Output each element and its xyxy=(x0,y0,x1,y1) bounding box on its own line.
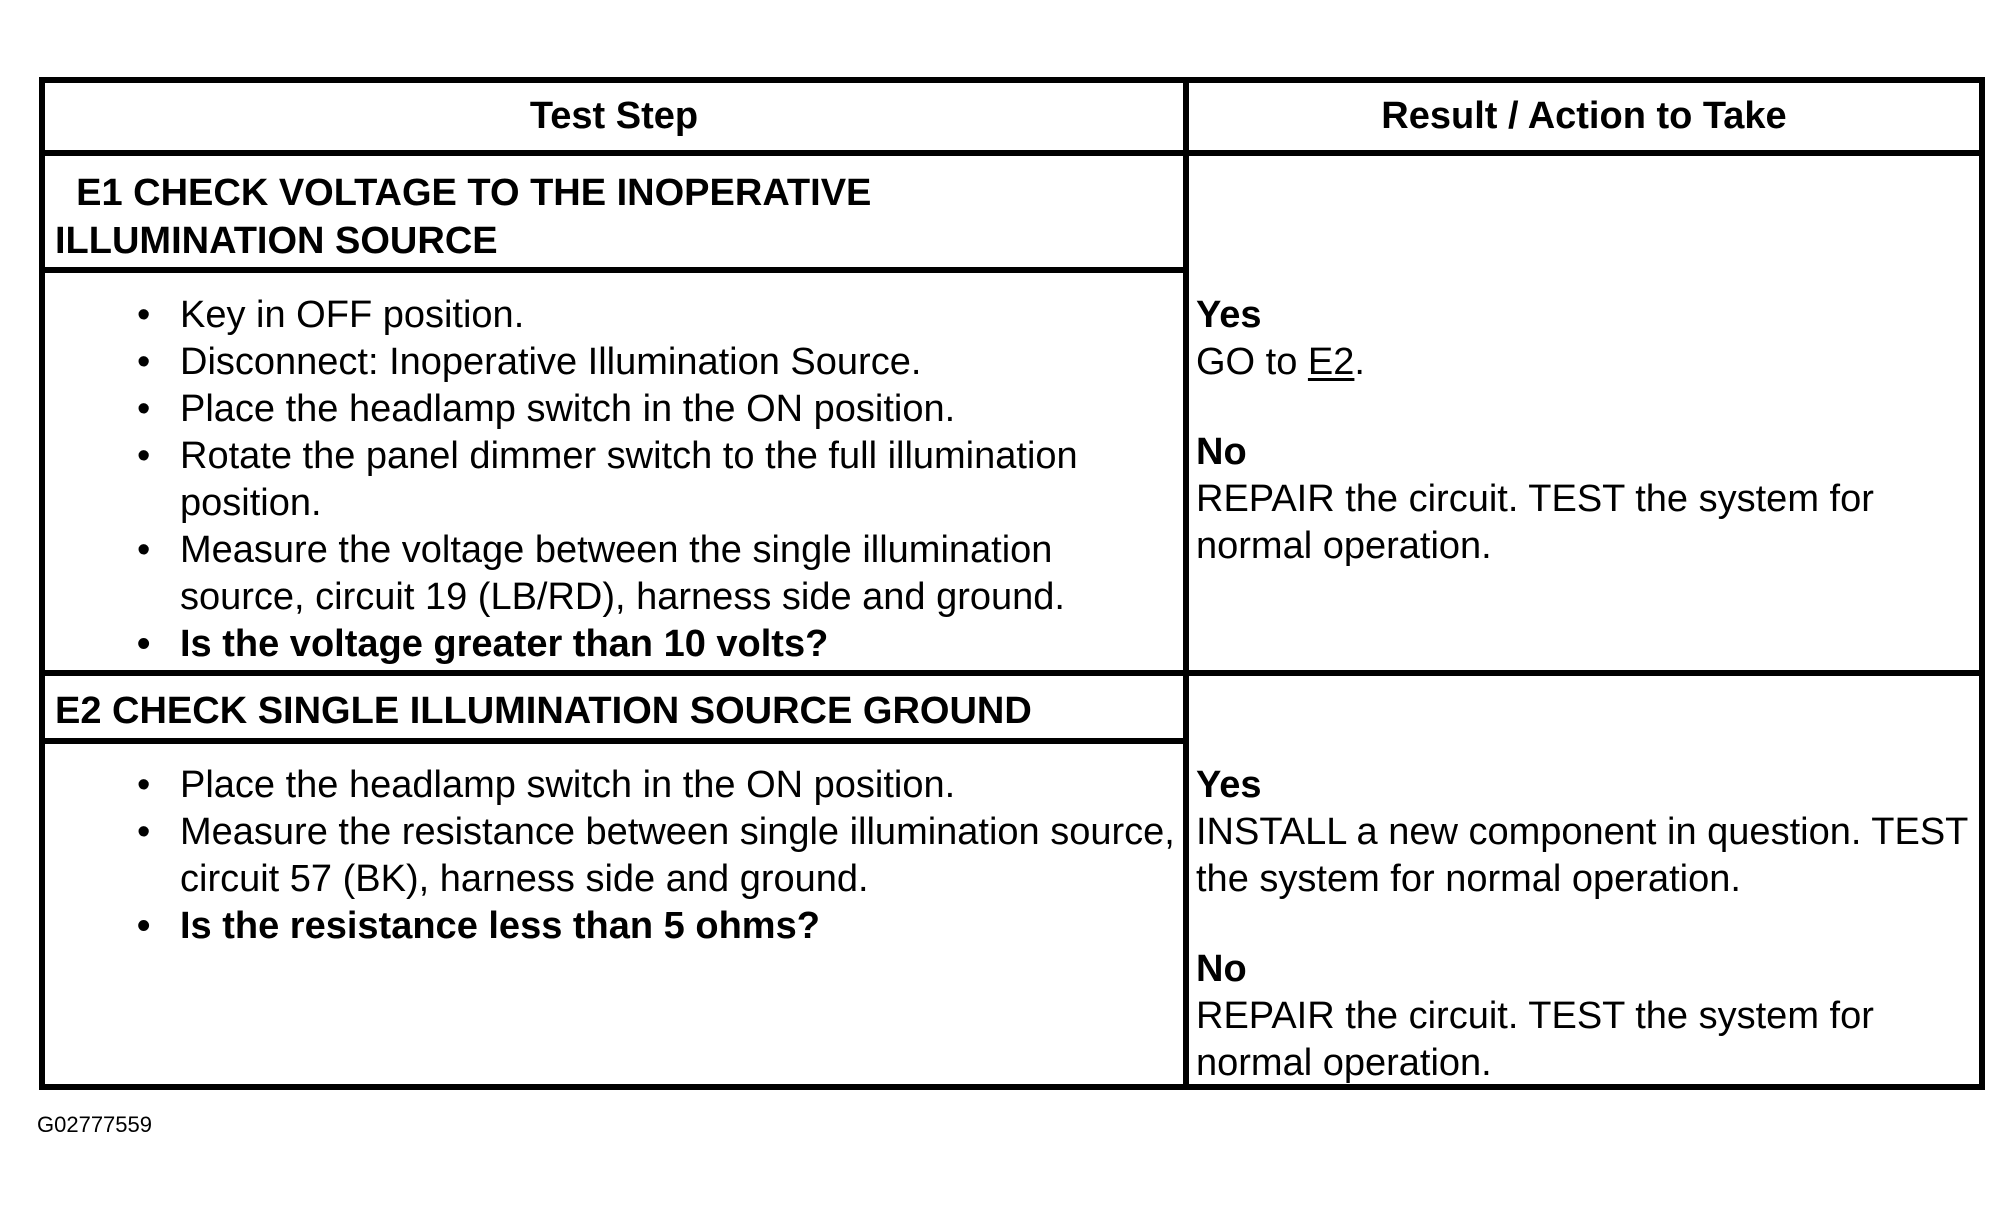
step-e2-instructions xyxy=(137,762,1177,950)
column-divider xyxy=(1183,83,1189,1084)
step-e2-question: • Is the resistance less than 5 ohms? xyxy=(137,903,1177,950)
list-item: • Disconnect: Inoperative Illumination Source. xyxy=(137,339,1177,386)
yes-action: INSTALL a new component in question. TEST the system for normal operation. xyxy=(1196,811,1968,900)
no-action: REPAIR the circuit. TEST the system for normal operation. xyxy=(1196,995,1874,1084)
goto-e2-link[interactable]: E2 xyxy=(1307,341,1355,383)
list-item: • Measure the voltage between the single illumination source, circuit 19 (LB/RD), harness side and ground. xyxy=(137,527,1177,621)
no-label: No xyxy=(1196,431,1247,473)
step-e1-instructions xyxy=(137,292,1177,668)
list-item: • Key in OFF position. xyxy=(137,292,1177,339)
step-e1-result xyxy=(1196,292,1976,570)
header-divider xyxy=(45,150,1979,156)
step-e2-result xyxy=(1196,762,1976,1087)
step-e1-title-divider xyxy=(45,267,1186,273)
figure-id: G02777559 xyxy=(37,1112,152,1137)
list-item: • Measure the resistance between single illumination source, circuit 57 (BK), harness side and ground. xyxy=(137,809,1177,903)
step-divider xyxy=(45,670,1979,676)
step-e1-question: • Is the voltage greater than 10 volts? xyxy=(137,621,1177,668)
yes-label: Yes xyxy=(1196,294,1262,336)
no-label: No xyxy=(1196,948,1247,990)
yes-action xyxy=(1196,339,1976,386)
yes-action-text: GO to xyxy=(1196,341,1308,383)
step-e1-title: E1 CHECK VOLTAGE TO THE INOPERATIVE ILLUMINATION SOURCE xyxy=(55,172,872,262)
step-e2-title: E2 CHECK SINGLE ILLUMINATION SOURCE GROUND xyxy=(55,690,1032,732)
diagnostic-table xyxy=(39,77,1985,1090)
list-item: • Place the headlamp switch in the ON position. xyxy=(137,762,1177,809)
list-item: • Place the headlamp switch in the ON position. xyxy=(137,386,1177,433)
step-e2-title-divider xyxy=(45,738,1186,744)
no-action: REPAIR the circuit. TEST the system for normal operation. xyxy=(1196,478,1874,567)
yes-action-suffix: . xyxy=(1354,341,1365,383)
list-item: • Rotate the panel dimmer switch to the full illumination position. xyxy=(137,433,1177,527)
yes-label: Yes xyxy=(1196,764,1262,806)
column-header-result-action: Result / Action to Take xyxy=(1381,95,1787,137)
column-header-test-step: Test Step xyxy=(529,95,699,137)
